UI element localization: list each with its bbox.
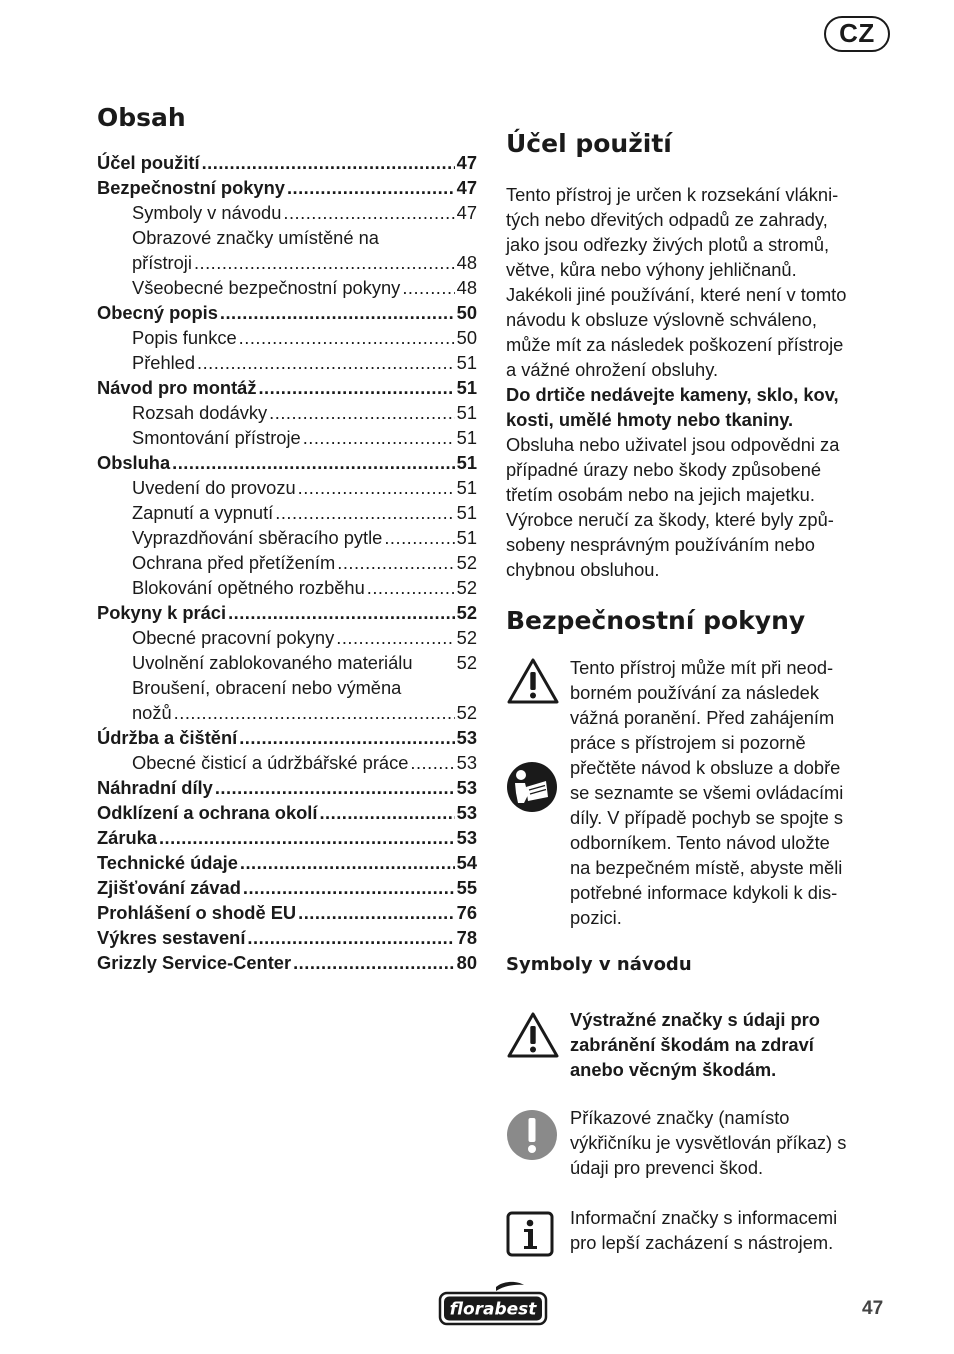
safety-heading: Bezpečnostní pokyny (506, 606, 806, 635)
text-line: se seznamte se všemi ovládacími (570, 782, 844, 803)
toc-list (97, 150, 477, 975)
text-line: borném používání za následek (570, 682, 819, 703)
toc-leader-dots (402, 275, 454, 300)
text-line: pro lepší zacházení s nástrojem. (570, 1232, 834, 1253)
toc-item-page: 53 (456, 777, 477, 798)
toc-leader-dots (202, 150, 455, 175)
toc-item-page: 51 (456, 427, 477, 448)
toc-leader-dots (336, 625, 454, 650)
text-line: odborníkem. Tento návod uložte (570, 832, 830, 853)
symbol-warning-text (570, 1007, 896, 1082)
toc-item (97, 350, 477, 375)
text-line: Do drtiče nedávejte kameny, sklo, kov, (506, 384, 839, 405)
toc-item-title: Zjišťování závad (97, 877, 241, 898)
toc-item (97, 850, 477, 875)
toc-item-title: Technické údaje (97, 852, 238, 873)
toc-item (97, 800, 477, 825)
text-line: Informační značky s informacemi (570, 1207, 838, 1228)
text-line: Příkazové značky (namísto (570, 1107, 790, 1128)
text-line: sobeny nesprávným používáním nebo (506, 534, 815, 555)
toc-item-page: 51 (456, 402, 477, 423)
toc-item (97, 650, 477, 675)
toc-item-title: Prohlášení o shodě EU (97, 902, 297, 923)
purpose-text (506, 182, 896, 582)
toc-item-page: 51 (456, 352, 477, 373)
toc-leader-dots (367, 575, 455, 600)
toc-item (97, 200, 477, 225)
toc-item-title: Smontování přístroje (132, 427, 301, 448)
toc-item (97, 675, 477, 700)
text-line: třetím osobám nebo na jejich majetku. (506, 484, 815, 505)
right-column (506, 126, 896, 1255)
toc-item (97, 175, 477, 200)
toc-item-page: 52 (456, 702, 477, 723)
symbol-warning-block (506, 1007, 896, 1105)
toc-item-title: Ochrana před přetížením (132, 552, 336, 573)
toc-item (97, 600, 477, 625)
symbol-mandatory-block (506, 1105, 896, 1205)
toc-item-page: 52 (456, 652, 477, 673)
toc-item-title: Návod pro montáž (97, 377, 257, 398)
toc-item-title: Záruka (97, 827, 157, 848)
toc-item-title: Broušení, obracení nebo výměna (132, 677, 402, 698)
toc-leader-dots (319, 800, 454, 825)
toc-leader-dots (384, 525, 454, 550)
text-line: tých nebo dřevitých odpadů ze zahrady, (506, 209, 828, 230)
text-line: Tento přístroj je určen k rozsekání vlákni- (506, 184, 839, 205)
toc-item-title: Obsluha (97, 452, 171, 473)
text-line: kosti, umělé hmoty nebo tkaniny. (506, 409, 794, 430)
toc-item-page: 52 (456, 577, 477, 598)
toc-item (97, 325, 477, 350)
toc-item-page: 80 (456, 952, 477, 973)
toc-item-page: 53 (456, 802, 477, 823)
toc-item-title: přístroji (132, 252, 192, 273)
toc-item-title: nožů (132, 702, 172, 723)
toc-item (97, 425, 477, 450)
toc-item (97, 225, 477, 250)
toc-item-title: Obecné čisticí a údržbářské práce (132, 752, 409, 773)
text-line: vážná poranění. Před zahájením (570, 707, 835, 728)
text-line: díly. V případě pochyb se spojte s (570, 807, 844, 828)
toc-item (97, 500, 477, 525)
read-manual-icon (506, 761, 558, 818)
toc-leader-dots (197, 350, 455, 375)
toc-leader-dots (410, 750, 454, 775)
toc-item-page: 51 (456, 377, 477, 398)
toc-item-title: Vyprazdňování sběracího pytle (132, 527, 383, 548)
toc-leader-dots (239, 325, 455, 350)
toc-leader-dots (172, 450, 455, 475)
toc-item (97, 400, 477, 425)
text-line: pozici. (570, 907, 622, 928)
text-line: Výrobce neručí za škody, které byly způ- (506, 509, 834, 530)
toc-item (97, 250, 477, 275)
toc-item (97, 550, 477, 575)
toc-item-title: Odklízení a ochrana okolí (97, 802, 318, 823)
toc-item (97, 475, 477, 500)
toc-item-title: Bezpečnostní pokyny (97, 177, 285, 198)
toc-leader-dots (243, 875, 455, 900)
toc-item-page: 54 (456, 852, 477, 873)
toc-item-page: 47 (456, 202, 477, 223)
symbol-info-text (570, 1205, 896, 1255)
symbol-info-block (506, 1205, 896, 1255)
safety-section (506, 603, 896, 1255)
toc-item-page: 50 (456, 302, 477, 323)
text-line: údaji pro prevenci škod. (570, 1157, 764, 1178)
toc-leader-dots (220, 300, 455, 325)
toc-item-title: Náhradní díly (97, 777, 213, 798)
text-line: potřebné informace kdykoli k dis- (570, 882, 838, 903)
symbols-heading: Symboly v návodu (506, 954, 692, 975)
purpose-heading: Účel použití (506, 129, 672, 158)
toc-item-page: 78 (456, 927, 477, 948)
toc-item (97, 525, 477, 550)
toc-item-page: 52 (456, 602, 477, 623)
warning-triangle-icon (506, 1011, 560, 1064)
page-number: 47 (862, 1298, 884, 1319)
toc-heading: Obsah (97, 103, 186, 132)
toc-item-page: 51 (456, 452, 477, 473)
toc-item-title: Přehled (132, 352, 196, 373)
toc-item (97, 725, 477, 750)
text-line: může mít za následek poškození přístroje (506, 334, 844, 355)
toc-item (97, 450, 477, 475)
toc-leader-dots (269, 400, 455, 425)
toc-leader-dots (215, 775, 455, 800)
toc-leader-dots (293, 950, 455, 975)
logo-text: florabest (449, 1299, 537, 1320)
toc-item-page: 76 (456, 902, 477, 923)
toc-item (97, 150, 477, 175)
toc-item-page: 48 (456, 252, 477, 273)
florabest-logo (438, 1281, 548, 1332)
toc-leader-dots (275, 500, 454, 525)
toc-leader-dots (174, 700, 455, 725)
toc-item-title: Výkres sestavení (97, 927, 246, 948)
language-badge: CZ (824, 16, 890, 52)
toc-item-page: 50 (456, 327, 477, 348)
toc-item-page: 53 (456, 827, 477, 848)
toc-item-page: 48 (456, 277, 477, 298)
toc-item-page: 52 (456, 627, 477, 648)
text-line: anebo věcným škodám. (570, 1059, 777, 1080)
toc-item-page: 51 (456, 477, 477, 498)
toc-item-page: 47 (456, 152, 477, 173)
toc-item-title: Blokování opětného rozběhu (132, 577, 365, 598)
mandatory-exclamation-icon (506, 1109, 558, 1166)
toc-leader-dots (239, 725, 454, 750)
toc-leader-dots (298, 900, 455, 925)
toc-item-page: 52 (456, 552, 477, 573)
toc-item (97, 575, 477, 600)
text-line: větve, kůra nebo výhony jehličnanů. (506, 259, 797, 280)
toc-item-title: Pokyny k práci (97, 602, 227, 623)
toc-item (97, 275, 477, 300)
toc-item-title: Údržba a čištění (97, 727, 238, 748)
text-line: Výstražné značky s údaji pro (570, 1009, 820, 1030)
toc-item-page: 55 (456, 877, 477, 898)
table-of-contents (97, 100, 477, 975)
text-line: jako jsou odřezky živých plotů a stromů, (506, 234, 830, 255)
toc-item-title: Grizzly Service-Center (97, 952, 292, 973)
toc-item-title: Všeobecné bezpečnostní pokyny (132, 277, 401, 298)
toc-leader-dots (194, 250, 455, 275)
toc-item (97, 925, 477, 950)
text-line: Obsluha nebo uživatel jsou odpovědni za (506, 434, 840, 455)
info-icon (506, 1211, 554, 1262)
toc-item (97, 300, 477, 325)
toc-item-title: Zapnutí a vypnutí (132, 502, 274, 523)
toc-leader-dots (287, 175, 455, 200)
toc-item (97, 700, 477, 725)
toc-item-page: 51 (456, 527, 477, 548)
toc-item (97, 900, 477, 925)
text-line: Tento přístroj může mít při neod- (570, 657, 834, 678)
toc-item (97, 375, 477, 400)
toc-item-page: 51 (456, 502, 477, 523)
text-line: Jakékoli jiné používání, které není v tomto (506, 284, 847, 305)
toc-item-title: Účel použití (97, 152, 200, 173)
toc-item (97, 825, 477, 850)
warning-text (570, 653, 896, 930)
toc-leader-dots (247, 925, 454, 950)
text-line: případné úrazy nebo škody způsobené (506, 459, 822, 480)
toc-leader-dots (240, 850, 455, 875)
text-line: na bezpečném místě, abyste měli (570, 857, 843, 878)
symbol-mandatory-text (570, 1105, 896, 1180)
toc-item-title: Obecné pracovní pokyny (132, 627, 335, 648)
toc-item-page: 53 (456, 752, 477, 773)
toc-leader-dots (337, 550, 454, 575)
toc-item-page: 47 (456, 177, 477, 198)
text-line: chybnou obsluhou. (506, 559, 660, 580)
toc-item (97, 875, 477, 900)
toc-item-title: Symboly v návodu (132, 202, 282, 223)
toc-leader-dots (303, 425, 455, 450)
toc-item-title: Obrazové značky umístěné na (132, 227, 379, 248)
toc-leader-dots (258, 375, 454, 400)
toc-item (97, 625, 477, 650)
text-line: přečtěte návod k obsluze a dobře (570, 757, 841, 778)
toc-item-title: Popis funkce (132, 327, 237, 348)
text-line: zabránění škodám na zdraví (570, 1034, 814, 1055)
text-line: návodu k obsluze výslovně schváleno, (506, 309, 817, 330)
warning-triangle-icon (506, 657, 560, 710)
safety-warning-block (506, 653, 896, 930)
toc-item-title: Uvedení do provozu (132, 477, 296, 498)
toc-item-title: Rozsah dodávky (132, 402, 268, 423)
text-line: práce s přístrojem si pozorně (570, 732, 806, 753)
toc-leader-dots (159, 825, 455, 850)
toc-item-title: Obecný popis (97, 302, 218, 323)
text-line: výkřičníku je vysvětlován příkaz) s (570, 1132, 847, 1153)
toc-item-title: Uvolnění zablokovaného materiálu (132, 652, 413, 673)
toc-leader-dots (298, 475, 455, 500)
toc-item (97, 950, 477, 975)
toc-leader-dots (283, 200, 454, 225)
toc-item (97, 750, 477, 775)
toc-item (97, 775, 477, 800)
toc-leader-dots (228, 600, 455, 625)
text-line: a vážné ohrožení obsluhy. (506, 359, 719, 380)
toc-item-page: 53 (456, 727, 477, 748)
